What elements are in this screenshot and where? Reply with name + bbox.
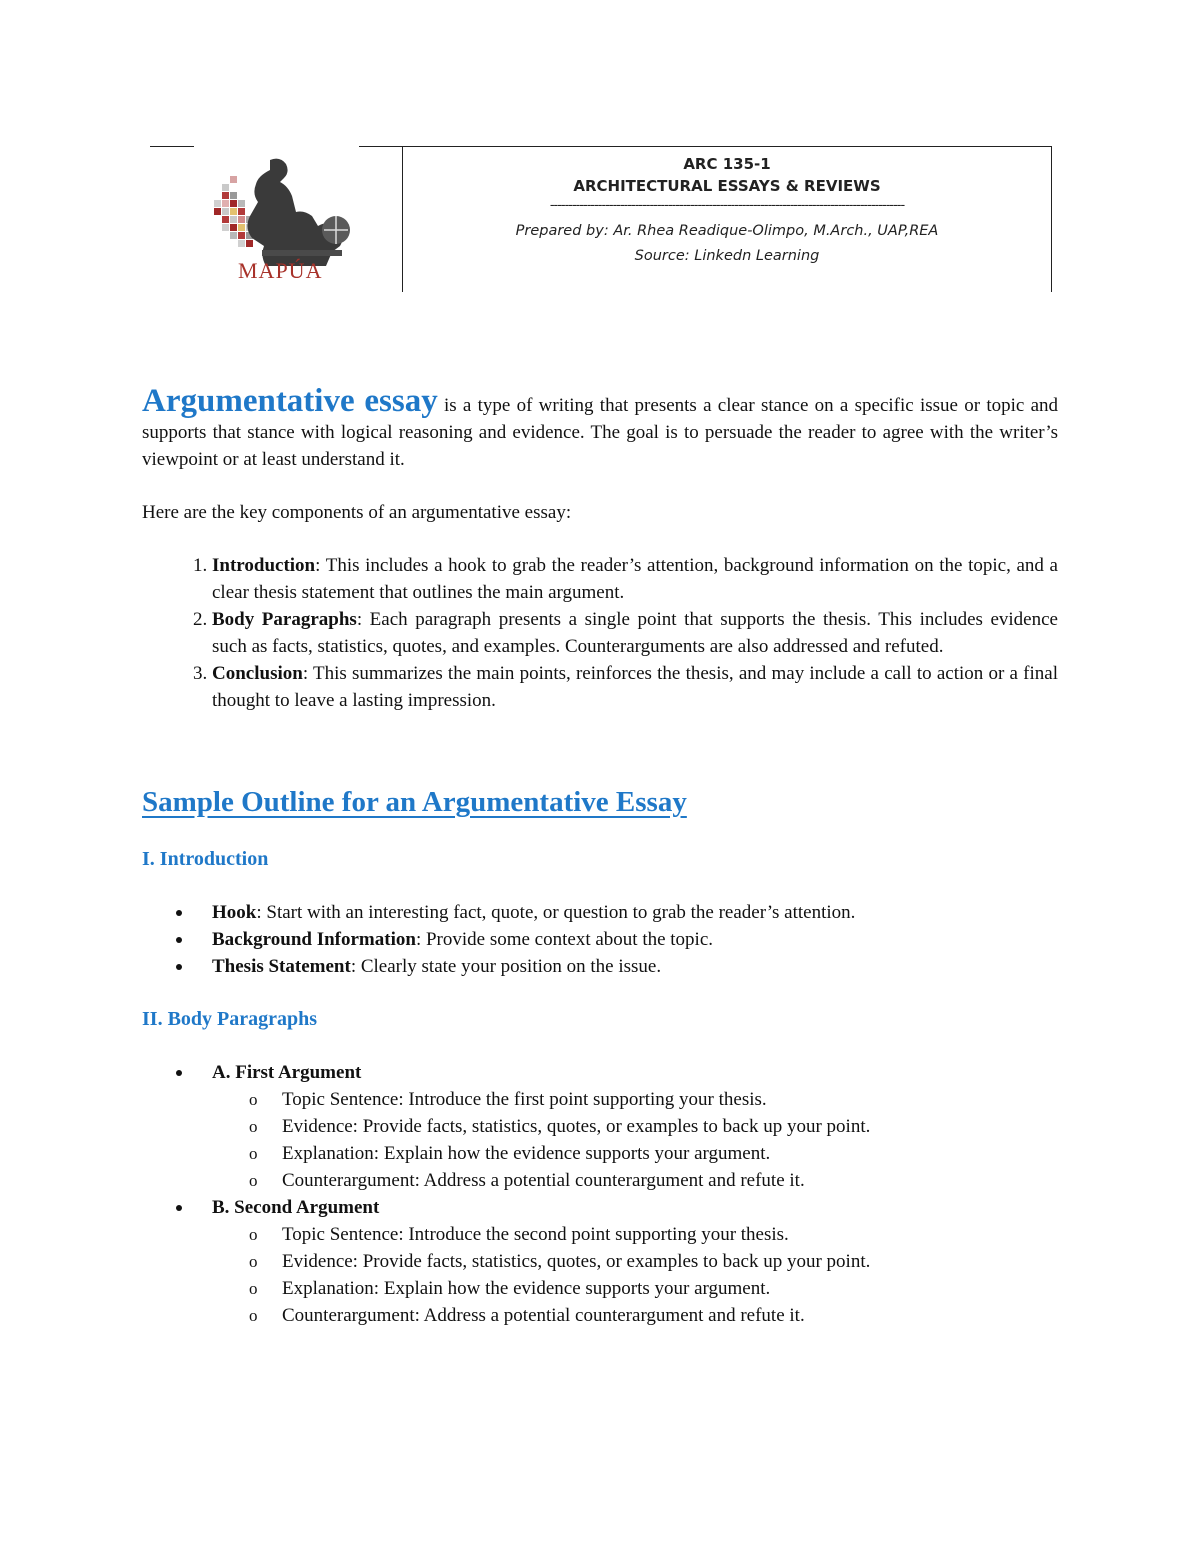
- body-paragraph-bullets: [142, 1059, 1058, 1329]
- list-item: [212, 606, 1058, 660]
- argument-label: A. First Argument: [212, 1062, 362, 1083]
- course-code: ARC 135-1: [683, 155, 771, 173]
- list-item: [212, 660, 1058, 714]
- bullet-term: Background Information: [212, 929, 416, 950]
- section-heading-body-paragraphs: II. Body Paragraphs: [142, 1008, 318, 1030]
- bullet-text: : Provide some context about the topic.: [415, 929, 714, 950]
- list-item: [212, 1194, 1058, 1329]
- component-text: : This includes a hook to grab the reader’s attention, background information on the topic, and a clear thesis statement that outlines the main argument.: [212, 555, 1058, 603]
- component-text: : Each paragraph presents a single point that supports the thesis. This includes evidence such as facts, statistics, quotes, and examples. Counterarguments are also addressed and refuted.: [212, 609, 1058, 657]
- list-item: [212, 1059, 1058, 1194]
- prepared-by: Prepared by: Ar. Rhea Readique-Olimpo, M.Arch., UAP,REA: [515, 223, 939, 239]
- header-dashed-rule: ------------------------------------------------------------------------------------------------: [549, 198, 905, 213]
- document-header: [150, 146, 1052, 292]
- logo-wordmark: MAPÚA: [238, 258, 323, 283]
- sub-list-item: o Topic Sentence: Introduce the second point supporting your thesis.: [282, 1221, 1058, 1248]
- course-title: ARCHITECTURAL ESSAYS & REVIEWS: [573, 177, 881, 195]
- argument-label: B. Second Argument: [212, 1197, 380, 1218]
- header-right-border: [1051, 146, 1052, 292]
- sub-list-item: o Counterargument: Address a potential counterargument and refute it.: [282, 1167, 1058, 1194]
- bullet-term: Hook: [212, 902, 257, 923]
- sub-list-item: o Explanation: Explain how the evidence supports your argument.: [282, 1275, 1058, 1302]
- components-lead: Here are the key components of an argumentative essay:: [142, 502, 572, 523]
- argument-points: [212, 1086, 1058, 1194]
- component-term: Conclusion: [212, 663, 303, 684]
- sub-list-item: o Counterargument: Address a potential counterargument and refute it.: [282, 1302, 1058, 1329]
- header-info: [404, 146, 1050, 269]
- source-line: Source: Linkedn Learning: [634, 248, 820, 264]
- sub-list-item: o Topic Sentence: Introduce the first point supporting your thesis.: [282, 1086, 1058, 1113]
- sub-list-item: o Evidence: Provide facts, statistics, quotes, or examples to back up your point.: [282, 1113, 1058, 1140]
- list-item: [212, 953, 1058, 980]
- introduction-bullets: [142, 899, 1058, 980]
- bullet-term: Thesis Statement: [212, 956, 351, 977]
- argument-points: [212, 1221, 1058, 1329]
- list-item: [212, 552, 1058, 606]
- intro-paragraph: [142, 383, 1058, 473]
- bullet-text: : Start with an interesting fact, quote, or question to grab the reader’s attention.: [256, 902, 856, 923]
- sub-list-item: o Explanation: Explain how the evidence supports your argument.: [282, 1140, 1058, 1167]
- university-logo: [188, 154, 388, 289]
- component-term: Introduction: [212, 555, 316, 576]
- components-list: [142, 552, 1058, 714]
- list-item: [212, 899, 1058, 926]
- bullet-text: : Clearly state your position on the issue.: [350, 956, 662, 977]
- intro-term: Argumentative essay: [142, 383, 438, 419]
- component-text: : This summarizes the main points, reinforces the thesis, and may include a call to action or a final thought to leave a lasting impression.: [212, 663, 1058, 711]
- component-term: Body Paragraphs: [212, 609, 357, 630]
- section-heading-introduction: I. Introduction: [142, 848, 269, 870]
- outline-title: Sample Outline for an Argumentative Essay: [142, 786, 687, 818]
- header-divider: [402, 146, 403, 292]
- document-body: [142, 383, 1058, 1329]
- list-item: [212, 926, 1058, 953]
- header-rule-left: [150, 146, 194, 147]
- sub-list-item: o Evidence: Provide facts, statistics, quotes, or examples to back up your point.: [282, 1248, 1058, 1275]
- intro-definition: is a type of writing that presents a clear stance on a specific issue or topic and supports that stance with logical reasoning and evidence. The goal is to persuade the reader to agree with the writer’s viewpoint or at least understand it.: [142, 395, 1058, 470]
